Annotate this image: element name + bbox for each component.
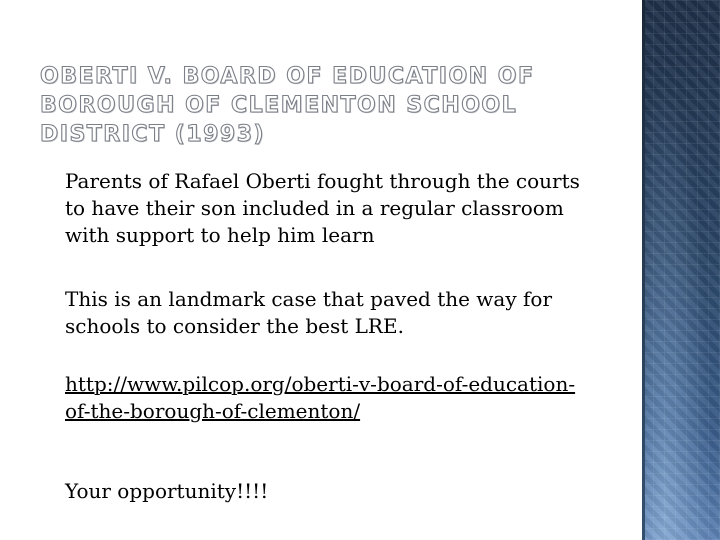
decorative-side-panel [642, 0, 720, 540]
bullet-text: Your opportunity!!!! [65, 479, 269, 503]
bullet-text: This is an landmark case that paved the way for schools to consider the best LRE. [65, 287, 553, 338]
bullet-item [40, 478, 268, 505]
bullet-item [40, 371, 600, 425]
slide-title: OBERTI V. BOARD OF EDUCATION OF BOROUGH OF CLEMENTON SCHOOL DISTRICT (1993) [40, 64, 535, 147]
bullet-item [40, 168, 600, 249]
bullet-item [40, 286, 600, 340]
case-link[interactable]: http://www.pilcop.org/oberti-v-board-of-education-of-the-borough-of-clementon/ [65, 372, 576, 423]
bullet-text: Parents of Rafael Oberti fought through the courts to have their son included in a regular classroom with support to help him learn [65, 169, 580, 247]
